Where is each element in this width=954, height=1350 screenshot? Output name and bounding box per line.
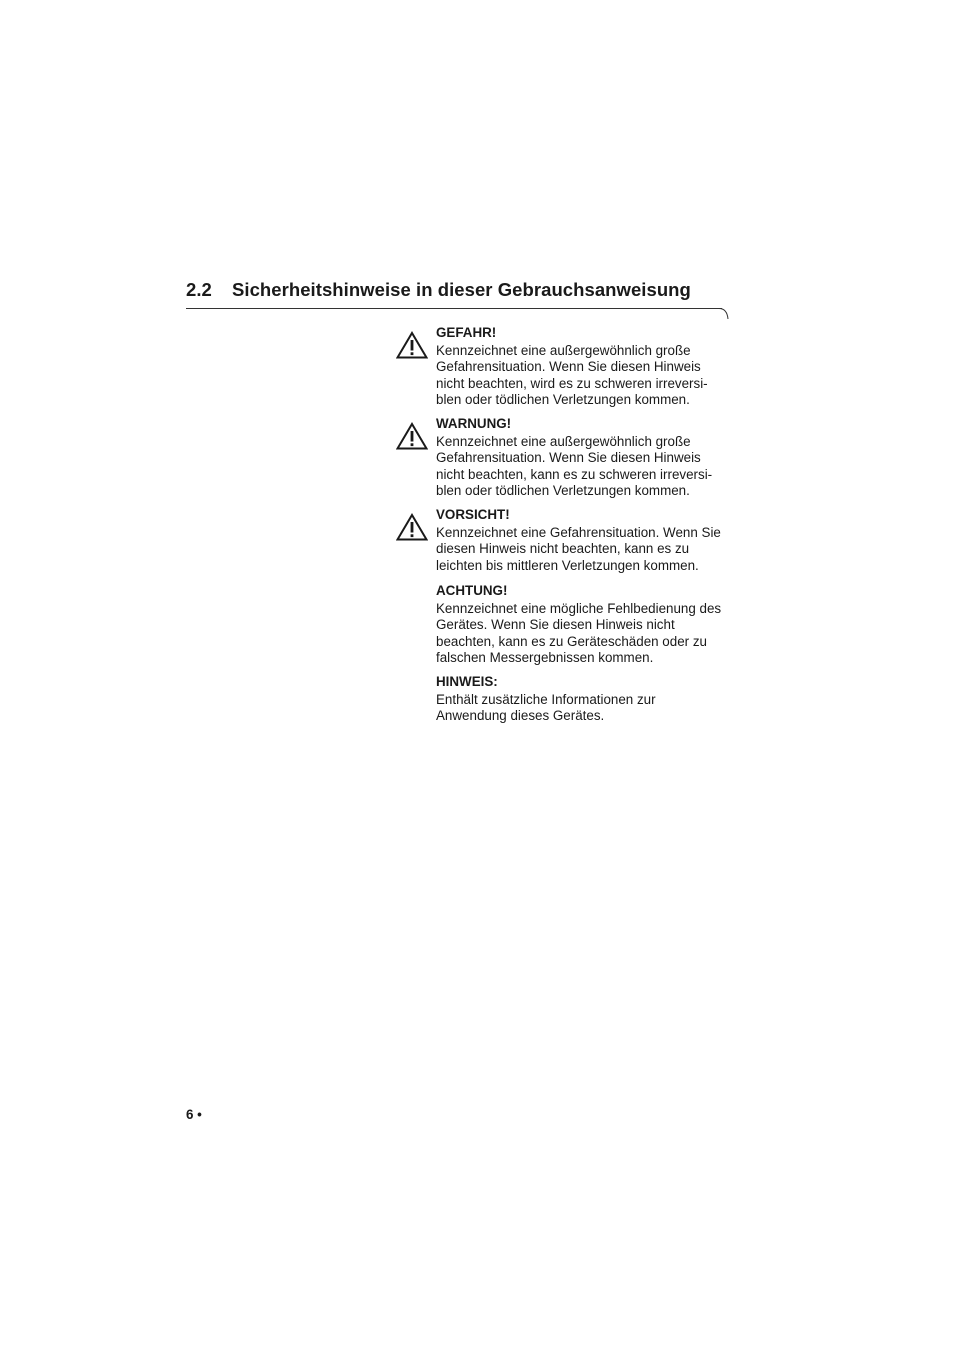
note-line: Enthält zusätzliche Informationen zur	[436, 692, 656, 708]
note-label: WARNUNG!	[436, 416, 512, 431]
note-hint	[436, 674, 736, 725]
section-heading	[186, 279, 691, 301]
note-line: Anwendung dieses Gerätes.	[436, 708, 605, 724]
note-label: GEFAHR!	[436, 325, 497, 340]
note-line: Kennzeichnet eine mögliche Fehlbedienung des	[436, 601, 722, 617]
heading-rule	[186, 308, 722, 309]
note-caution	[436, 507, 736, 574]
note-line: nicht beachten, wird es zu schweren irreversi-	[436, 375, 708, 391]
note-warning	[436, 416, 736, 499]
rule-corner	[719, 308, 729, 320]
note-line: blen oder tödlichen Verletzungen kommen.	[436, 482, 690, 498]
note-line: falschen Messergebnissen kommen.	[436, 649, 654, 665]
note-line: Gefahrensituation. Wenn Sie diesen Hinweis	[436, 359, 701, 375]
note-label: VORSICHT!	[436, 507, 510, 522]
section-title: Sicherheitshinweise in dieser Gebrauchsanweisung	[232, 279, 691, 300]
note-line: leichten bis mittleren Verletzungen kommen.	[436, 557, 699, 573]
note-line: Gerätes. Wenn Sie diesen Hinweis nicht	[436, 617, 675, 633]
note-label: ACHTUNG!	[436, 583, 508, 598]
warning-triangle-icon	[396, 331, 428, 359]
note-line: Gefahrensituation. Wenn Sie diesen Hinweis	[436, 450, 701, 466]
note-line: Kennzeichnet eine außergewöhnlich große	[436, 434, 691, 450]
page-number: 6 •	[186, 1107, 202, 1122]
note-line: nicht beachten, kann es zu schweren irreversi-	[436, 466, 713, 482]
section-number: 2.2	[186, 279, 212, 300]
warning-triangle-icon	[396, 422, 428, 450]
note-danger	[436, 325, 736, 408]
warning-triangle-icon	[396, 513, 428, 541]
note-line: Kennzeichnet eine Gefahrensituation. Wenn Sie	[436, 525, 721, 541]
note-line: beachten, kann es zu Geräteschäden oder zu	[436, 633, 707, 649]
note-label: HINWEIS:	[436, 674, 498, 689]
note-line: blen oder tödlichen Verletzungen kommen.	[436, 391, 690, 407]
note-line: diesen Hinweis nicht beachten, kann es zu	[436, 541, 690, 557]
note-line: Kennzeichnet eine außergewöhnlich große	[436, 343, 691, 359]
note-attention	[436, 583, 736, 666]
